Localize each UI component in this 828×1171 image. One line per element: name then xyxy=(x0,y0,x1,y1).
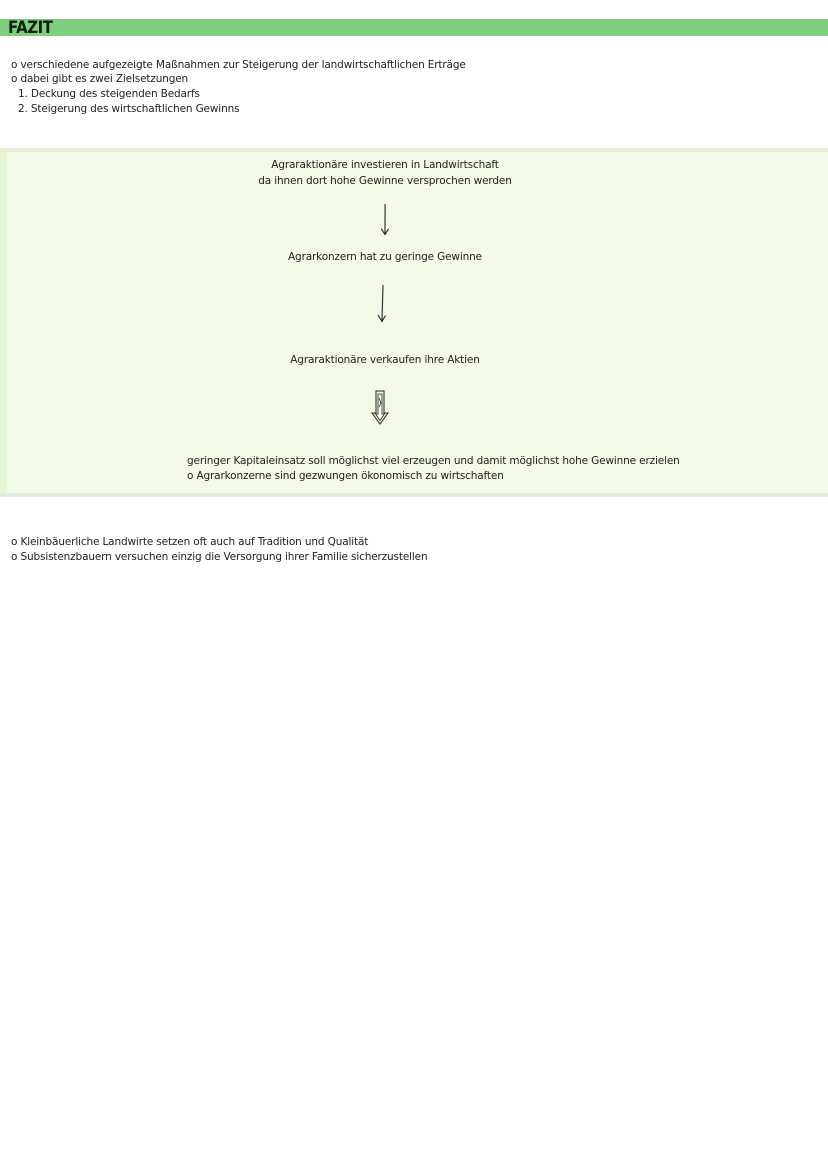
flow-box-accent xyxy=(0,152,7,493)
intro-line-2: o dabei gibt es zwei Zielsetzungen xyxy=(11,73,189,85)
double-arrow-down-icon xyxy=(370,389,390,427)
arrow-down-icon xyxy=(375,284,389,324)
flow-step-1-line-1: Agraraktionäre investieren in Landwirtschaft xyxy=(271,159,499,171)
flow-step-1-line-2: da ihnen dort hohe Gewinne versprochen werden xyxy=(258,175,512,187)
flow-box xyxy=(0,148,828,497)
flow-step-2: Agrarkonzern hat zu geringe Gewinne xyxy=(288,251,482,263)
outro-line-2: o Subsistenzbauern versuchen einzig die Versorgung ihrer Familie sicherzustellen xyxy=(11,551,428,563)
intro-line-1: o verschiedene aufgezeigte Maßnahmen zur Steigerung der landwirtschaftlichen Erträge xyxy=(11,59,466,71)
flow-conclusion-line-1: geringer Kapitaleinsatz soll möglichst viel erzeugen und damit möglichst hohe Gewinne erzielen xyxy=(187,455,680,467)
flow-conclusion-line-2: o Agrarkonzerne sind gezwungen ökonomisch zu wirtschaften xyxy=(187,470,504,482)
title-bar xyxy=(0,19,828,36)
page-title: FAZIT xyxy=(8,18,53,38)
intro-goal-2: 2. Steigerung des wirtschaftlichen Gewinns xyxy=(18,103,240,115)
arrow-down-icon xyxy=(378,203,392,237)
flow-step-3: Agraraktionäre verkaufen ihre Aktien xyxy=(290,354,480,366)
outro-line-1: o Kleinbäuerliche Landwirte setzen oft auch auf Tradition und Qualität xyxy=(11,536,369,548)
intro-goal-1: 1. Deckung des steigenden Bedarfs xyxy=(18,88,200,100)
